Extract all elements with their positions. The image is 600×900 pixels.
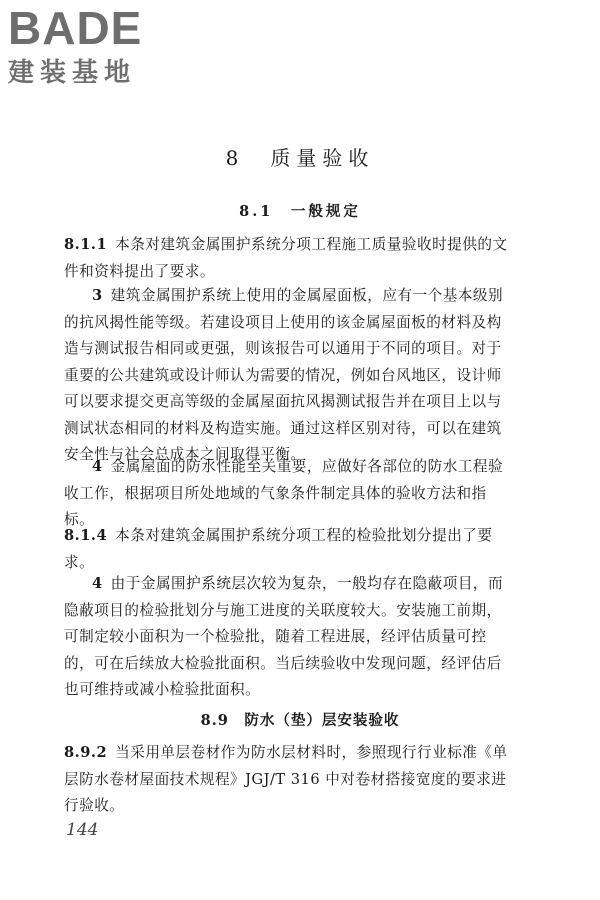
clause-item-3 (64, 283, 516, 469)
clause-8-9-2 (64, 740, 516, 820)
section-title: 8.1 一般规定 (239, 203, 361, 220)
logo-wordmark: BADE (8, 2, 143, 54)
clause-text: 当采用单层卷材作为防水层材料时，参照现行行业标准《单层防水卷材屋面技术规程》JGJ/T 316 中对卷材搭接宽度的要求进行验收。 (64, 744, 508, 814)
clause-number: 4 (92, 575, 103, 592)
section-title: 8.9 防水（垫）层安装验收 (200, 712, 400, 729)
clause-text: 建筑金属围护系统上使用的金属屋面板，应有一个基本级别的抗风揭性能等级。若建设项目上使用的该金属屋面板的材料及构造与测试报告相同或更强，则该报告可以通用于不同的项目。对于重要的公共建筑或设计师认为需要的情况，例如台风地区，设计师可以要求提交更高等级的金属屋面抗风揭测试报告并在项目上以与测试状态相同的材料及构造实施。通过这样区别对待，可以在建筑安全性与社会总成本之间取得平衡。 (64, 287, 504, 463)
logo-subtitle: 建装基地 (8, 58, 137, 88)
page-number: 144 (66, 820, 99, 840)
bade-logo (8, 4, 178, 88)
clause-text: 本条对建筑金属围护系统分项工程的检验批划分提出了要求。 (64, 527, 493, 571)
chapter-title: 8 质量验收 (225, 146, 375, 170)
clause-number: 3 (92, 287, 103, 304)
clause-number: 8.9.2 (64, 744, 108, 761)
clause-number: 8.1.1 (64, 236, 108, 253)
clause-8-1-1 (64, 232, 516, 285)
clause-8-1-4 (64, 523, 516, 576)
clause-number: 4 (92, 458, 103, 475)
clause-number: 8.1.4 (64, 527, 108, 544)
clause-text: 金属屋面的防水性能至关重要，应做好各部位的防水工程验收工作，根据项目所处地域的气象条件制定具体的验收方法和指标。 (64, 458, 504, 528)
clause-text: 由于金属围护系统层次较为复杂，一般均存在隐蔽项目，而隐蔽项目的检验批划分与施工进度的关联度较大。安装施工前期，可制定较小面积为一个检验批，随着工程进展，经评估质量可控的，可在后续放大检验批面积。当后续验收中发现问题，经评估后也可维持或减小检验批面积。 (64, 575, 504, 698)
clause-item-4 (64, 454, 516, 534)
clause-item-4b (64, 571, 516, 704)
clause-text: 本条对建筑金属围护系统分项工程施工质量验收时提供的文件和资料提出了要求。 (64, 236, 508, 280)
